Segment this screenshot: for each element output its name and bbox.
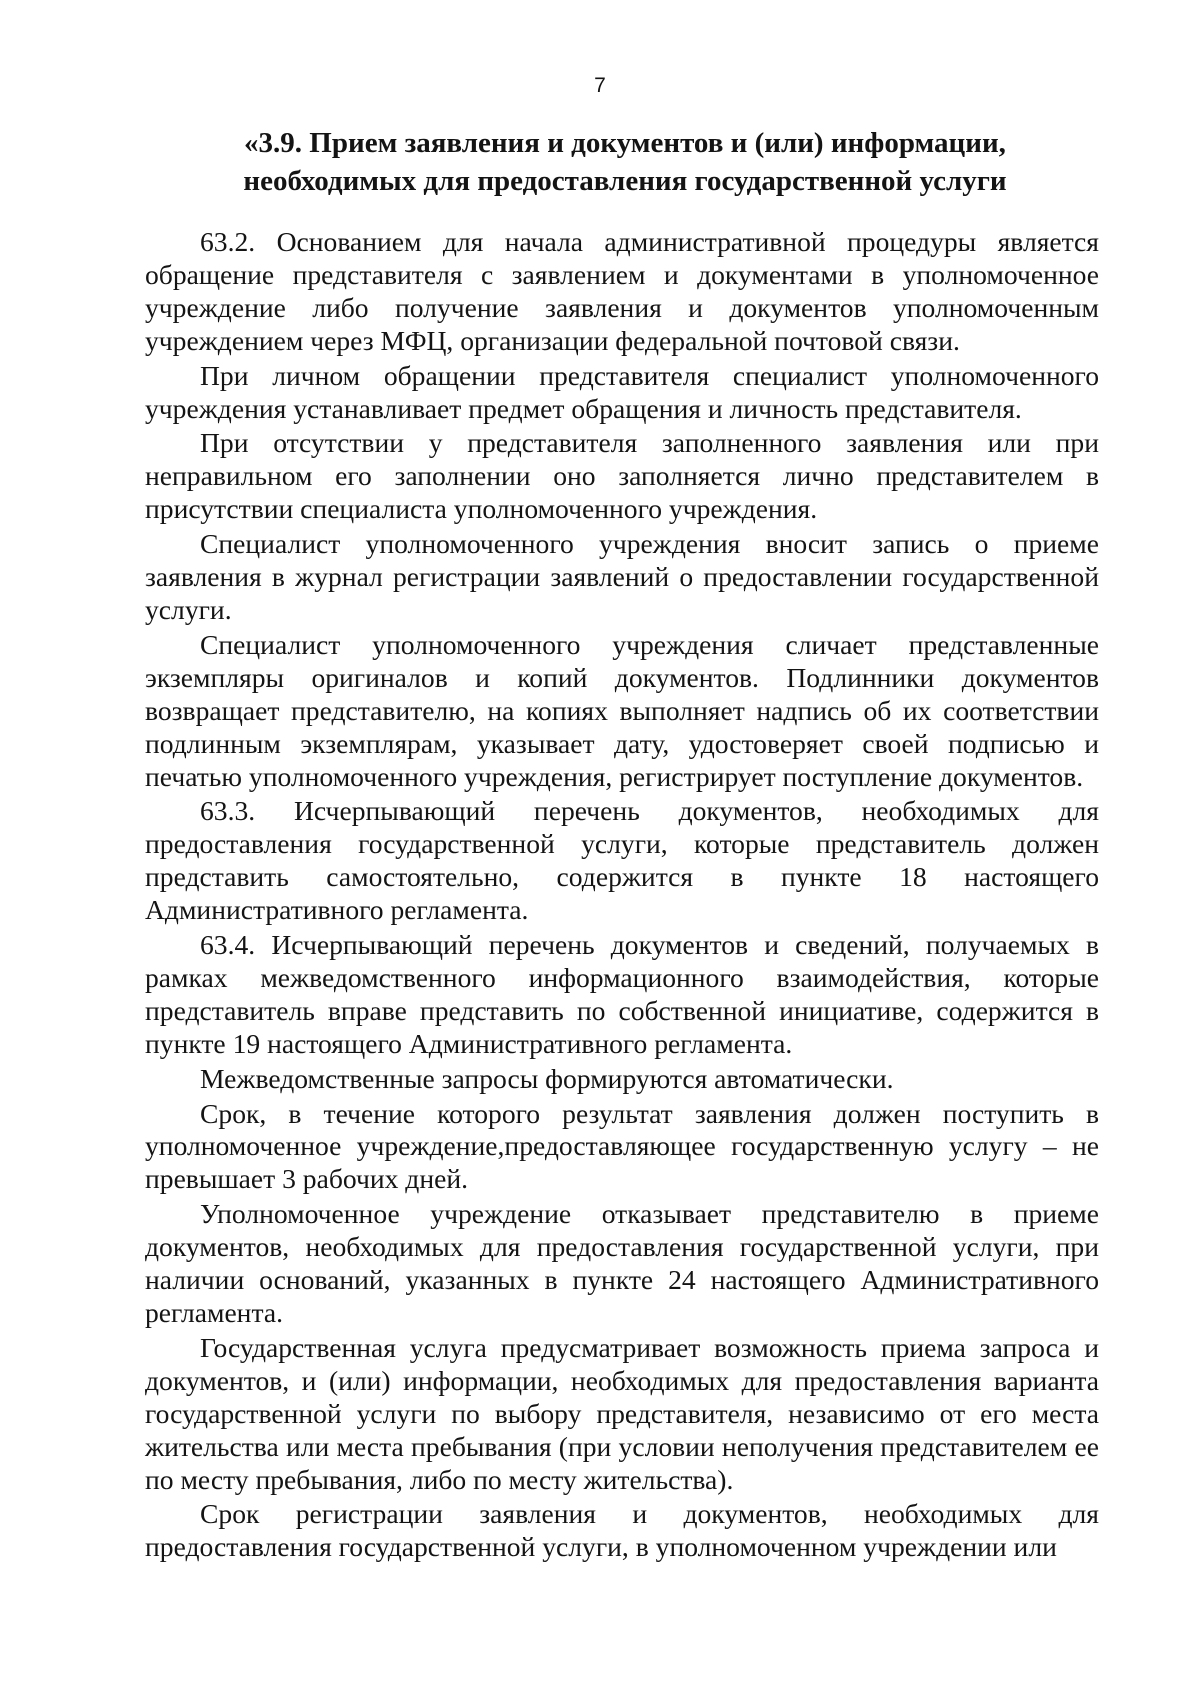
paragraph-63-2: 63.2. Основанием для начала административной процедуры является обращение представителя с заявлением и документами в уполномоченное учреждение либо получение заявления и документов уполномоченным учреждением через МФЦ, организации федеральной почтовой связи.: [145, 226, 1099, 356]
document-body: [145, 226, 1099, 1566]
section-heading-line-1: «3.9. Прием заявления и документов и (или) информации,: [244, 127, 1006, 159]
page-number: 7: [594, 74, 606, 97]
paragraph-63-4: 63.4. Исчерпывающий перечень документов и сведений, получаемых в рамках межведомственного информационного взаимодействия, которые представитель вправе представить по собственной инициативе, содержится в пункте 19 настоящего Административного регламента.: [145, 929, 1099, 1059]
paragraph-extraterritorial: Государственная услуга предусматривает возможность приема запроса и документов, и (или) информации, необходимых для предоставления варианта государственной услуги по выбору представителя, независимо от его места жительства или места пребывания (при условии неполучения представителем ее по месту пребывания, либо по месту жительства).: [145, 1331, 1099, 1495]
section-heading-line-2: необходимых для предоставления государственной услуги: [243, 165, 1007, 197]
paragraph-refusal: Уполномоченное учреждение отказывает представителю в приеме документов, необходимых для предоставления государственной услуги, при наличии оснований, указанных в пункте 24 настоящего Административного регламента.: [145, 1198, 1099, 1328]
paragraph-registration-deadline: Срок регистрации заявления и документов, необходимых для предоставления государственной услуги, в уполномоченном учреждении или: [145, 1498, 1099, 1563]
paragraph-63-3: 63.3. Исчерпывающий перечень документов, необходимых для предоставления государственной услуги, которые представитель должен представить самостоятельно, содержится в пункте 18 настоящего Административного регламента.: [145, 795, 1099, 926]
paragraph-filling-application: При отсутствии у представителя заполненного заявления или при неправильном его заполнении оно заполняется лично представителем в присутствии специалиста уполномоченного учреждения.: [145, 427, 1099, 525]
section-heading: [148, 124, 1102, 200]
paragraph-interagency-requests: Межведомственные запросы формируются автоматически.: [200, 1062, 894, 1094]
paragraph-journal-record: Специалист уполномоченного учреждения вносит запись о приеме заявления в журнал регистрации заявлений о предоставлении государственной услуги.: [145, 528, 1099, 625]
paragraph-document-verification: Специалист уполномоченного учреждения сличает представленные экземпляры оригиналов и копий документов. Подлинники документов возвращает представителю, на копиях выполняет надпись об их соответствии подлинным экземплярам, указывает дату, удостоверяет своей подписью и печатью уполномоченного учреждения, регистрирует поступление документов.: [145, 628, 1099, 792]
paragraph-personal-appeal: При личном обращении представителя специалист уполномоченного учреждения устанавливает предмет обращения и личность представителя.: [145, 359, 1099, 424]
paragraph-result-deadline: Срок, в течение которого результат заявления должен поступить в уполномоченное учреждение,предоставляющее государственную услугу – не превышает 3 рабочих дней.: [145, 1097, 1099, 1195]
